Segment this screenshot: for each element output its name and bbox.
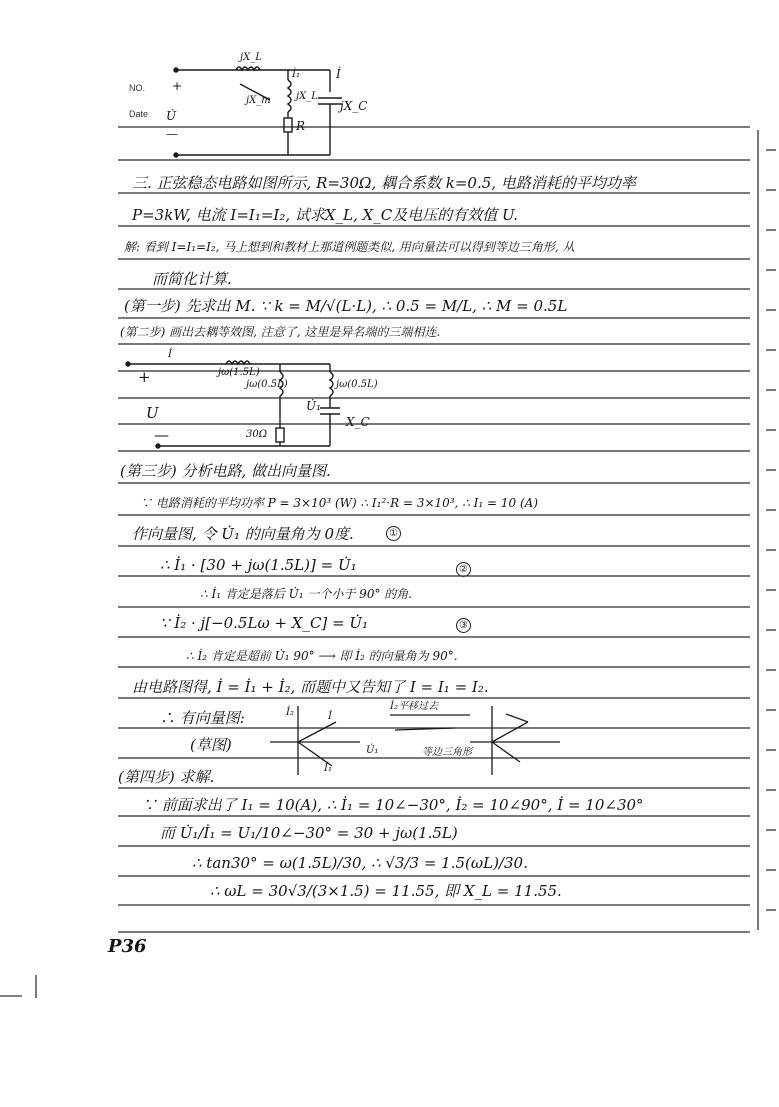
step-3-line: (第三步) 分析电路, 做出向量图. (120, 462, 331, 480)
mid-circuit-u1: U̇₁ (306, 399, 321, 413)
circuit-i: İ (336, 67, 341, 81)
mid-circuit-mid: jω(0.5L) (246, 379, 288, 390)
problem-line-2: P=3kW, 电流 I=I₁=I₂, 试求X_L, X_C及电压的有效值 U. (132, 206, 519, 224)
mid-circuit-mid2: jω(0.5L) (336, 379, 378, 390)
equation-2: ∵ İ₂ · j[−0.5Lω + X_C] = U̇₁ (160, 614, 369, 632)
phasor-angle-line: 作向量图, 令 U̇₁ 的向量角为 0度. (132, 525, 354, 543)
step-4-line: (第四步) 求解. (118, 768, 215, 786)
page-number: P36 (108, 936, 147, 957)
circuit-xc: jX_C (340, 99, 368, 113)
circuit-plus: + (172, 79, 183, 93)
step-1-line: (第一步) 先求出 M. ∵ k = M/√(L·L), ∴ 0.5 = M/L, ∴ M = 0.5L (124, 297, 568, 315)
solution-line-2: 而简化计算. (152, 270, 232, 288)
impedance-line: 而 U̇₁/İ₁ = U₁/10∠−30° = 30 + jω(1.5L) (160, 824, 458, 842)
circuit-xl-top: jX_L (240, 52, 262, 63)
power-line: ∵ 电路消耗的平均功率 P = 3×10³ (W) ∴ I₁²·R = 3×10³, ∴ I₁ = 10 (A) (140, 496, 539, 510)
lag-line: ∴ İ₁ 肯定是落后 U̇₁ 一个小于 90° 的角. (200, 587, 413, 601)
final-answer-line: ∴ ωL = 30√3/(3×1.5) = 11.55, 即 X_L = 11.55. (210, 882, 562, 900)
mid-circuit-minus: — (154, 426, 169, 444)
circle-mark-3: ③ (456, 618, 471, 633)
tan-line: ∴ tan30° = ω(1.5L)/30, ∴ √3/3 = 1.5(ωL)/30. (192, 854, 528, 872)
circle-mark-2: ② (456, 562, 471, 577)
phasor-diagram-label: ∴ 有向量图: (160, 709, 245, 727)
phasor-i2-label: İ₂ (286, 707, 294, 718)
lead-line: ∴ İ₂ 肯定是超前 U̇₁ 90° ⟶ 即 İ₂ 的向量角为 90°. (186, 649, 458, 663)
phasor-sketch-lines (270, 706, 560, 775)
phasor-u1-label: U̇₁ (366, 745, 379, 756)
phasor-note-2: 等边三角形 (422, 747, 472, 758)
problem-line-1: 三. 正弦稳态电路如图所示, R=30Ω, 耦合系数 k=0.5, 电路消耗的平均功率 (132, 174, 636, 192)
circle-mark-1: ① (386, 526, 401, 541)
top-circuit-wires (174, 67, 342, 157)
circuit-m: jX_m (246, 95, 271, 106)
phasor-note: İ₂平移过去 (390, 701, 438, 712)
circuit-minus: — (166, 127, 178, 141)
mid-circuit-xc: X_C (346, 415, 370, 429)
mid-circuit-plus: + (138, 368, 151, 386)
phasor-i1-label: İ₁ (324, 763, 332, 774)
step-2-line: (第二步) 画出去耦等效图, 注意了, 这里是异名端的三端相连. (120, 325, 441, 339)
kcl-line: 由电路图得, İ = İ₁ + İ₂, 而题中又告知了 I = I₁ = I₂. (132, 678, 489, 696)
phasor-i-label: İ (328, 711, 332, 722)
circuit-i1: İ₁ (292, 69, 300, 80)
circuit-r: R (296, 119, 306, 133)
mid-circuit-r: 30Ω (246, 429, 268, 440)
circuit-xl-small: jX_L (296, 91, 318, 102)
no-label: NO. (129, 83, 146, 93)
result-currents-line: ∵ 前面求出了 I₁ = 10(A), ∴ İ₁ = 10∠−30°, İ₂ = 10∠90°, İ = 10∠30° (142, 796, 644, 814)
mid-circuit-top: jω(1.5L) (218, 367, 260, 378)
mid-circuit-u: U (146, 404, 159, 422)
sketch-label: (草图) (190, 736, 232, 754)
mid-circuit-i: İ (168, 349, 172, 360)
solution-line-1: 解: 看到 I=I₁=I₂, 马上想到和教材上那道例题类似, 用向量法可以得到等边三角形, 从 (124, 240, 575, 254)
circuit-u: U̇ (166, 109, 177, 123)
date-label: Date (129, 109, 149, 119)
equation-1: ∴ İ₁ · [30 + jω(1.5L)] = U̇₁ (160, 556, 357, 574)
